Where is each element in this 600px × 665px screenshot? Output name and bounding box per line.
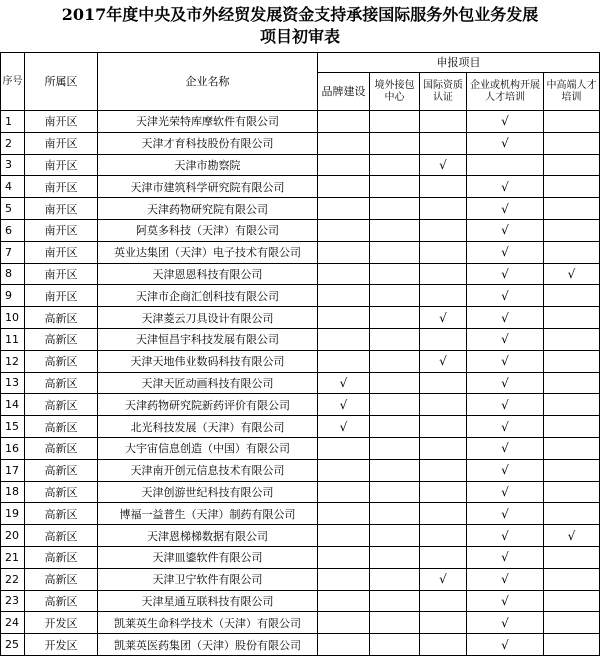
check-cell-senior xyxy=(544,568,600,590)
check-cell-training xyxy=(467,111,544,133)
check-cell-training xyxy=(467,307,544,329)
check-cell-offshore xyxy=(370,372,420,394)
check-cell-offshore xyxy=(370,546,420,568)
row-company: 天津皿鎏软件有限公司 xyxy=(98,546,318,568)
check-cell-intl-cert xyxy=(420,416,467,438)
check-cell-brand xyxy=(318,132,370,154)
check-cell-training xyxy=(467,437,544,459)
check-mark-icon: √ xyxy=(501,266,509,281)
check-cell-senior xyxy=(544,503,600,525)
row-number: 9 xyxy=(1,285,25,307)
row-district: 开发区 xyxy=(25,612,98,634)
check-cell-offshore xyxy=(370,437,420,459)
check-cell-brand xyxy=(318,263,370,285)
check-cell-intl-cert xyxy=(420,198,467,220)
check-cell-senior xyxy=(544,154,600,176)
check-cell-senior xyxy=(544,176,600,198)
row-district: 高新区 xyxy=(25,437,98,459)
table-row xyxy=(1,481,600,503)
check-mark-icon: √ xyxy=(501,136,509,151)
row-company: 天津天匠动画科技有限公司 xyxy=(98,372,318,394)
check-cell-intl-cert xyxy=(420,503,467,525)
check-cell-offshore xyxy=(370,350,420,372)
check-cell-senior xyxy=(544,612,600,634)
check-cell-intl-cert xyxy=(420,350,467,372)
check-cell-senior xyxy=(544,437,600,459)
table-row xyxy=(1,546,600,568)
row-number: 11 xyxy=(1,328,25,350)
row-district: 高新区 xyxy=(25,503,98,525)
check-cell-training xyxy=(467,546,544,568)
check-cell-offshore xyxy=(370,394,420,416)
check-cell-intl-cert xyxy=(420,154,467,176)
table-row xyxy=(1,416,600,438)
table-row xyxy=(1,525,600,547)
check-cell-training xyxy=(467,328,544,350)
table-row xyxy=(1,241,600,263)
check-cell-offshore xyxy=(370,285,420,307)
row-number: 16 xyxy=(1,437,25,459)
check-cell-training xyxy=(467,416,544,438)
check-cell-intl-cert xyxy=(420,263,467,285)
table-row xyxy=(1,590,600,612)
check-cell-brand xyxy=(318,459,370,481)
check-cell-intl-cert xyxy=(420,459,467,481)
table-row xyxy=(1,154,600,176)
check-cell-offshore xyxy=(370,307,420,329)
row-company: 天津药物研究院有限公司 xyxy=(98,198,318,220)
check-cell-offshore xyxy=(370,590,420,612)
row-district: 南开区 xyxy=(25,111,98,133)
row-company: 天津恩恩科技有限公司 xyxy=(98,263,318,285)
check-cell-training xyxy=(467,394,544,416)
row-district: 高新区 xyxy=(25,568,98,590)
row-number: 18 xyxy=(1,481,25,503)
row-company: 凯莱英医药集团（天津）股份有限公司 xyxy=(98,634,318,656)
check-mark-icon: √ xyxy=(501,593,509,608)
check-cell-offshore xyxy=(370,503,420,525)
check-mark-icon: √ xyxy=(501,506,509,521)
row-company: 天津市勘察院 xyxy=(98,154,318,176)
check-cell-brand xyxy=(318,350,370,372)
check-mark-icon: √ xyxy=(501,463,509,478)
row-district: 高新区 xyxy=(25,481,98,503)
check-cell-offshore xyxy=(370,328,420,350)
check-cell-brand xyxy=(318,416,370,438)
check-cell-senior xyxy=(544,590,600,612)
check-cell-intl-cert xyxy=(420,285,467,307)
table-row xyxy=(1,394,600,416)
table-row xyxy=(1,568,600,590)
check-cell-offshore xyxy=(370,176,420,198)
check-cell-training xyxy=(467,634,544,656)
table-row xyxy=(1,176,600,198)
check-cell-training xyxy=(467,568,544,590)
row-number: 6 xyxy=(1,219,25,241)
row-company: 天津恩梯梯数据有限公司 xyxy=(98,525,318,547)
check-cell-brand xyxy=(318,328,370,350)
check-cell-intl-cert xyxy=(420,111,467,133)
check-cell-intl-cert xyxy=(420,241,467,263)
check-mark-icon: √ xyxy=(339,419,348,434)
check-cell-intl-cert xyxy=(420,634,467,656)
check-cell-senior xyxy=(544,459,600,481)
row-company: 天津天地伟业数码科技有限公司 xyxy=(98,350,318,372)
table-row xyxy=(1,634,600,656)
check-cell-brand xyxy=(318,612,370,634)
table-row xyxy=(1,350,600,372)
check-mark-icon: √ xyxy=(439,157,447,172)
check-mark-icon: √ xyxy=(501,114,509,129)
check-cell-training xyxy=(467,612,544,634)
row-company: 天津菱云刀具设计有限公司 xyxy=(98,307,318,329)
check-cell-brand xyxy=(318,372,370,394)
row-number: 8 xyxy=(1,263,25,285)
check-mark-icon: √ xyxy=(501,354,509,369)
row-number: 20 xyxy=(1,525,25,547)
check-mark-icon: √ xyxy=(501,572,509,587)
table-row xyxy=(1,612,600,634)
check-mark-icon: √ xyxy=(501,419,509,434)
row-number: 7 xyxy=(1,241,25,263)
check-cell-offshore xyxy=(370,111,420,133)
row-company: 北光科技发展（天津）有限公司 xyxy=(98,416,318,438)
check-cell-training xyxy=(467,198,544,220)
row-number: 19 xyxy=(1,503,25,525)
row-company: 天津药物研究院新药评价有限公司 xyxy=(98,394,318,416)
document-title xyxy=(0,0,600,52)
check-mark-icon: √ xyxy=(339,375,348,390)
row-district: 高新区 xyxy=(25,350,98,372)
check-cell-training xyxy=(467,590,544,612)
row-number: 3 xyxy=(1,154,25,176)
check-cell-brand xyxy=(318,307,370,329)
row-district: 开发区 xyxy=(25,634,98,656)
check-cell-senior xyxy=(544,394,600,416)
check-mark-icon: √ xyxy=(501,637,509,652)
row-district: 南开区 xyxy=(25,219,98,241)
title-line-1: 2017年度中央及市外经贸发展资金支持承接国际服务外包业务发展 xyxy=(61,5,539,24)
row-company: 凯莱英生命科学技术（天津）有限公司 xyxy=(98,612,318,634)
check-mark-icon: √ xyxy=(501,441,509,456)
check-cell-senior xyxy=(544,132,600,154)
check-cell-training xyxy=(467,154,544,176)
row-district: 南开区 xyxy=(25,241,98,263)
row-number: 5 xyxy=(1,198,25,220)
check-cell-training xyxy=(467,350,544,372)
check-cell-offshore xyxy=(370,612,420,634)
header-no: 序号 xyxy=(1,53,25,111)
header-brand: 品牌建设 xyxy=(318,73,370,111)
check-cell-brand xyxy=(318,241,370,263)
row-district: 南开区 xyxy=(25,176,98,198)
check-cell-training xyxy=(467,372,544,394)
check-mark-icon: √ xyxy=(501,550,509,565)
row-district: 高新区 xyxy=(25,416,98,438)
review-table xyxy=(0,52,600,656)
check-cell-intl-cert xyxy=(420,437,467,459)
check-cell-training xyxy=(467,219,544,241)
check-cell-senior xyxy=(544,263,600,285)
row-number: 25 xyxy=(1,634,25,656)
row-number: 10 xyxy=(1,307,25,329)
check-cell-brand xyxy=(318,525,370,547)
header-offshore: 境外接包中心 xyxy=(370,73,420,111)
check-cell-offshore xyxy=(370,481,420,503)
row-number: 13 xyxy=(1,372,25,394)
row-company: 大宇宙信息创造（中国）有限公司 xyxy=(98,437,318,459)
check-cell-brand xyxy=(318,546,370,568)
check-cell-brand xyxy=(318,198,370,220)
check-cell-senior xyxy=(544,416,600,438)
check-cell-intl-cert xyxy=(420,372,467,394)
check-cell-intl-cert xyxy=(420,525,467,547)
check-cell-intl-cert xyxy=(420,219,467,241)
table-row xyxy=(1,307,600,329)
check-cell-brand xyxy=(318,285,370,307)
row-district: 高新区 xyxy=(25,590,98,612)
check-cell-senior xyxy=(544,350,600,372)
check-cell-senior xyxy=(544,241,600,263)
header-district: 所属区 xyxy=(25,53,98,111)
check-cell-offshore xyxy=(370,132,420,154)
check-cell-senior xyxy=(544,219,600,241)
row-district: 高新区 xyxy=(25,459,98,481)
check-cell-offshore xyxy=(370,525,420,547)
check-cell-intl-cert xyxy=(420,546,467,568)
check-cell-senior xyxy=(544,307,600,329)
table-row xyxy=(1,132,600,154)
header-company: 企业名称 xyxy=(98,53,318,111)
table-row xyxy=(1,437,600,459)
row-district: 高新区 xyxy=(25,307,98,329)
check-cell-intl-cert xyxy=(420,176,467,198)
table-row xyxy=(1,219,600,241)
check-cell-training xyxy=(467,459,544,481)
check-cell-offshore xyxy=(370,568,420,590)
row-district: 南开区 xyxy=(25,132,98,154)
check-cell-brand xyxy=(318,634,370,656)
check-cell-brand xyxy=(318,437,370,459)
table-row xyxy=(1,372,600,394)
check-cell-offshore xyxy=(370,634,420,656)
row-company: 天津市企商汇创科技有限公司 xyxy=(98,285,318,307)
check-cell-intl-cert xyxy=(420,568,467,590)
check-cell-senior xyxy=(544,198,600,220)
check-cell-brand xyxy=(318,394,370,416)
table-row xyxy=(1,459,600,481)
row-district: 高新区 xyxy=(25,372,98,394)
table-row xyxy=(1,111,600,133)
table-body xyxy=(1,111,600,656)
check-cell-training xyxy=(467,481,544,503)
table-row xyxy=(1,328,600,350)
check-mark-icon: √ xyxy=(567,528,576,543)
check-cell-offshore xyxy=(370,198,420,220)
check-cell-training xyxy=(467,503,544,525)
row-number: 22 xyxy=(1,568,25,590)
check-cell-intl-cert xyxy=(420,590,467,612)
row-district: 高新区 xyxy=(25,546,98,568)
check-mark-icon: √ xyxy=(501,528,509,543)
check-mark-icon: √ xyxy=(439,310,447,325)
row-company: 天津星通互联科技有限公司 xyxy=(98,590,318,612)
header-training: 企业或机构开展人才培训 xyxy=(467,73,544,111)
check-cell-senior xyxy=(544,546,600,568)
table-row xyxy=(1,285,600,307)
header-declare-group: 申报项目 xyxy=(318,53,600,73)
check-mark-icon: √ xyxy=(501,288,509,303)
row-company: 天津恒昌宇科技发展有限公司 xyxy=(98,328,318,350)
check-cell-brand xyxy=(318,111,370,133)
check-cell-senior xyxy=(544,634,600,656)
check-cell-intl-cert xyxy=(420,132,467,154)
row-number: 2 xyxy=(1,132,25,154)
header-intl-cert: 国际资质认证 xyxy=(420,73,467,111)
check-cell-brand xyxy=(318,503,370,525)
check-mark-icon: √ xyxy=(501,615,509,630)
check-mark-icon: √ xyxy=(567,266,576,281)
row-district: 高新区 xyxy=(25,328,98,350)
row-number: 17 xyxy=(1,459,25,481)
table-row xyxy=(1,198,600,220)
check-cell-offshore xyxy=(370,263,420,285)
check-mark-icon: √ xyxy=(501,245,509,260)
check-cell-brand xyxy=(318,154,370,176)
check-cell-brand xyxy=(318,176,370,198)
check-mark-icon: √ xyxy=(501,179,509,194)
check-cell-senior xyxy=(544,285,600,307)
check-cell-offshore xyxy=(370,416,420,438)
check-cell-training xyxy=(467,263,544,285)
check-mark-icon: √ xyxy=(339,397,348,412)
row-company: 英业达集团（天津）电子技术有限公司 xyxy=(98,241,318,263)
row-number: 15 xyxy=(1,416,25,438)
row-district: 南开区 xyxy=(25,285,98,307)
header-senior: 中高端人才培训 xyxy=(544,73,600,111)
check-cell-intl-cert xyxy=(420,328,467,350)
row-number: 4 xyxy=(1,176,25,198)
check-cell-training xyxy=(467,176,544,198)
check-cell-senior xyxy=(544,481,600,503)
check-cell-intl-cert xyxy=(420,394,467,416)
check-mark-icon: √ xyxy=(501,201,509,216)
check-cell-offshore xyxy=(370,219,420,241)
check-cell-intl-cert xyxy=(420,612,467,634)
check-mark-icon: √ xyxy=(439,354,447,369)
check-mark-icon: √ xyxy=(439,572,447,587)
check-cell-senior xyxy=(544,328,600,350)
row-company: 天津市建筑科学研究院有限公司 xyxy=(98,176,318,198)
check-mark-icon: √ xyxy=(501,375,509,390)
check-cell-intl-cert xyxy=(420,481,467,503)
row-number: 23 xyxy=(1,590,25,612)
check-cell-training xyxy=(467,132,544,154)
row-district: 南开区 xyxy=(25,198,98,220)
row-number: 14 xyxy=(1,394,25,416)
row-district: 高新区 xyxy=(25,394,98,416)
row-company: 天津创游世纪科技有限公司 xyxy=(98,481,318,503)
check-mark-icon: √ xyxy=(501,397,509,412)
check-mark-icon: √ xyxy=(501,310,509,325)
check-cell-brand xyxy=(318,481,370,503)
check-cell-offshore xyxy=(370,241,420,263)
row-company: 天津南开创元信息技术有限公司 xyxy=(98,459,318,481)
row-company: 博福一益普生（天津）制药有限公司 xyxy=(98,503,318,525)
check-cell-training xyxy=(467,525,544,547)
title-line-2: 项目初审表 xyxy=(259,27,340,46)
check-cell-senior xyxy=(544,111,600,133)
row-number: 1 xyxy=(1,111,25,133)
check-cell-brand xyxy=(318,590,370,612)
row-district: 高新区 xyxy=(25,525,98,547)
row-company: 天津光荣特库摩软件有限公司 xyxy=(98,111,318,133)
check-cell-senior xyxy=(544,525,600,547)
check-cell-intl-cert xyxy=(420,307,467,329)
row-district: 南开区 xyxy=(25,154,98,176)
check-mark-icon: √ xyxy=(501,332,509,347)
row-company: 天津卫宁软件有限公司 xyxy=(98,568,318,590)
table-row xyxy=(1,503,600,525)
row-company: 阿莫多科技（天津）有限公司 xyxy=(98,219,318,241)
check-mark-icon: √ xyxy=(501,223,509,238)
row-district: 南开区 xyxy=(25,263,98,285)
row-number: 21 xyxy=(1,546,25,568)
check-cell-senior xyxy=(544,372,600,394)
check-cell-training xyxy=(467,241,544,263)
check-cell-offshore xyxy=(370,154,420,176)
row-number: 12 xyxy=(1,350,25,372)
check-cell-training xyxy=(467,285,544,307)
check-cell-brand xyxy=(318,219,370,241)
check-cell-offshore xyxy=(370,459,420,481)
check-mark-icon: √ xyxy=(501,484,509,499)
check-cell-brand xyxy=(318,568,370,590)
row-number: 24 xyxy=(1,612,25,634)
table-row xyxy=(1,263,600,285)
row-company: 天津才育科技股份有限公司 xyxy=(98,132,318,154)
